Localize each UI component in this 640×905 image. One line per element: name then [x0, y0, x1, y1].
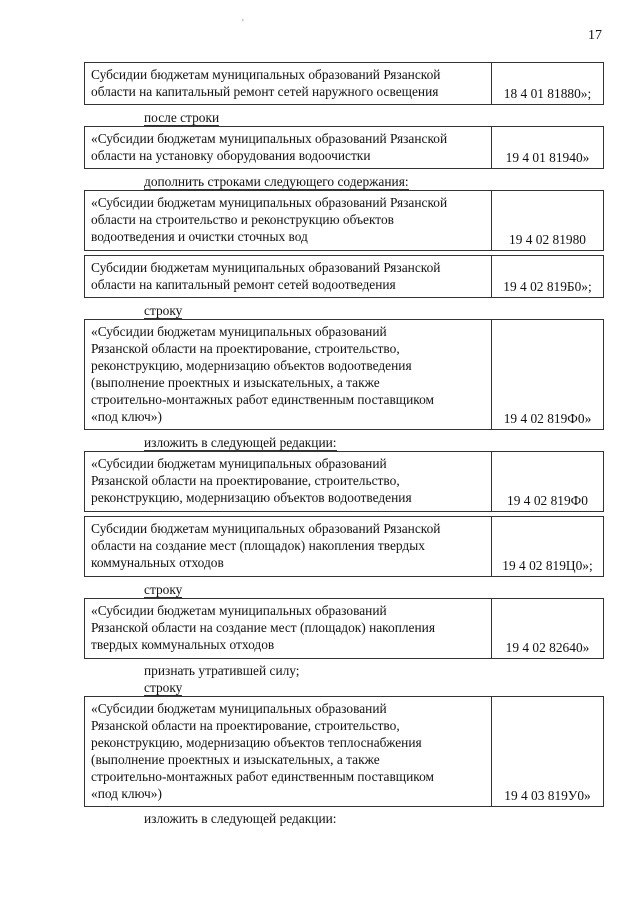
subsidy-name-line: реконструкцию, модернизацию объектов водоотведения	[91, 490, 412, 505]
subsidy-name-line: области на установку оборудования водоочистки	[91, 148, 371, 163]
subsidy-name-line: реконструкцию, модернизацию объектов теплоснабжения	[91, 735, 422, 750]
table-row	[84, 62, 604, 105]
budget-code-cell: 19 4 03 819У0»	[492, 696, 604, 807]
subsidy-name-line: области на капитальный ремонт сетей водоотведения	[91, 277, 396, 292]
subsidy-name-line: «Субсидии бюджетам муниципальных образований	[91, 603, 387, 618]
table-row	[84, 319, 604, 430]
subsidy-name-line: твердых коммунальных отходов	[91, 637, 275, 652]
budget-code-cell: 19 4 02 819Ф0»	[492, 319, 604, 430]
scan-mark: '	[242, 18, 244, 29]
table-row	[84, 516, 604, 577]
table-row	[84, 126, 604, 169]
instruction-text: строку	[144, 303, 183, 318]
page-number: 17	[588, 28, 602, 43]
subsidy-name-line: (выполнение проектных и изыскательных, а также	[91, 752, 380, 767]
subsidy-name-line: «под ключ»)	[91, 409, 162, 424]
subsidy-name-line: области на строительство и реконструкцию объектов	[91, 212, 395, 227]
subsidy-name-cell	[84, 516, 492, 577]
subsidy-name-line: (выполнение проектных и изыскательных, а также	[91, 375, 380, 390]
subsidy-name-line: Рязанской области на проектирование, строительство,	[91, 341, 400, 356]
subsidy-name-line: Субсидии бюджетам муниципальных образований Рязанской	[91, 521, 441, 536]
subsidy-name-line: строительно-монтажных работ единственным поставщиком	[91, 769, 435, 784]
budget-code-cell: 19 4 02 819Ц0»;	[492, 516, 604, 577]
table-row	[84, 255, 604, 298]
subsidy-name-line: водоотведения и очистки сточных вод	[91, 229, 308, 244]
instruction-text: строку	[144, 582, 183, 597]
subsidy-name-cell	[84, 62, 492, 105]
table-row	[84, 598, 604, 659]
table-row	[84, 451, 604, 512]
subsidy-name-line: Рязанской области на создание мест (площадок) накопления	[91, 620, 435, 635]
subsidy-name-line: «Субсидии бюджетам муниципальных образований Рязанской	[91, 195, 448, 210]
budget-code-cell: 19 4 02 82640»	[492, 598, 604, 659]
subsidy-name-line: реконструкцию, модернизацию объектов водоотведения	[91, 358, 412, 373]
instruction-text: после строки	[144, 110, 220, 125]
budget-code-cell: 19 4 02 819Ф0	[492, 451, 604, 512]
subsidy-name-line: Субсидии бюджетам муниципальных образований Рязанской	[91, 260, 441, 275]
subsidy-name-line: Рязанской области на проектирование, строительство,	[91, 473, 400, 488]
subsidy-name-line: «Субсидии бюджетам муниципальных образований	[91, 456, 387, 471]
subsidy-name-line: области на создание мест (площадок) накопления твердых	[91, 538, 425, 553]
subsidy-name-cell	[84, 598, 492, 659]
budget-code-cell: 19 4 01 81940»	[492, 126, 604, 169]
subsidy-name-line: «Субсидии бюджетам муниципальных образований	[91, 701, 387, 716]
budget-code-cell: 19 4 02 81980	[492, 190, 604, 251]
table-row	[84, 190, 604, 251]
subsidy-name-cell	[84, 319, 492, 430]
subsidy-name-cell	[84, 255, 492, 298]
subsidy-name-line: «под ключ»)	[91, 786, 162, 801]
instruction-text: строку	[144, 680, 183, 695]
subsidy-name-cell	[84, 696, 492, 807]
budget-code-cell: 18 4 01 81880»;	[492, 62, 604, 105]
subsidy-name-line: «Субсидии бюджетам муниципальных образований Рязанской	[91, 131, 448, 146]
instruction-text: изложить в следующей редакции:	[144, 435, 337, 450]
subsidy-name-line: Субсидии бюджетам муниципальных образований Рязанской	[91, 67, 441, 82]
instruction-text: признать утратившей силу;	[144, 663, 300, 678]
subsidy-name-cell	[84, 451, 492, 512]
subsidy-name-cell	[84, 126, 492, 169]
subsidy-name-cell	[84, 190, 492, 251]
instruction-text: дополнить строками следующего содержания:	[144, 174, 409, 189]
budget-code-cell: 19 4 02 819Б0»;	[492, 255, 604, 298]
subsidy-name-line: области на капитальный ремонт сетей наружного освещения	[91, 84, 439, 99]
instruction-text: изложить в следующей редакции:	[144, 811, 337, 826]
subsidy-name-line: строительно-монтажных работ единственным поставщиком	[91, 392, 435, 407]
table-row	[84, 696, 604, 807]
subsidy-name-line: «Субсидии бюджетам муниципальных образований	[91, 324, 387, 339]
subsidy-name-line: Рязанской области на проектирование, строительство,	[91, 718, 400, 733]
subsidy-name-line: коммунальных отходов	[91, 555, 224, 570]
